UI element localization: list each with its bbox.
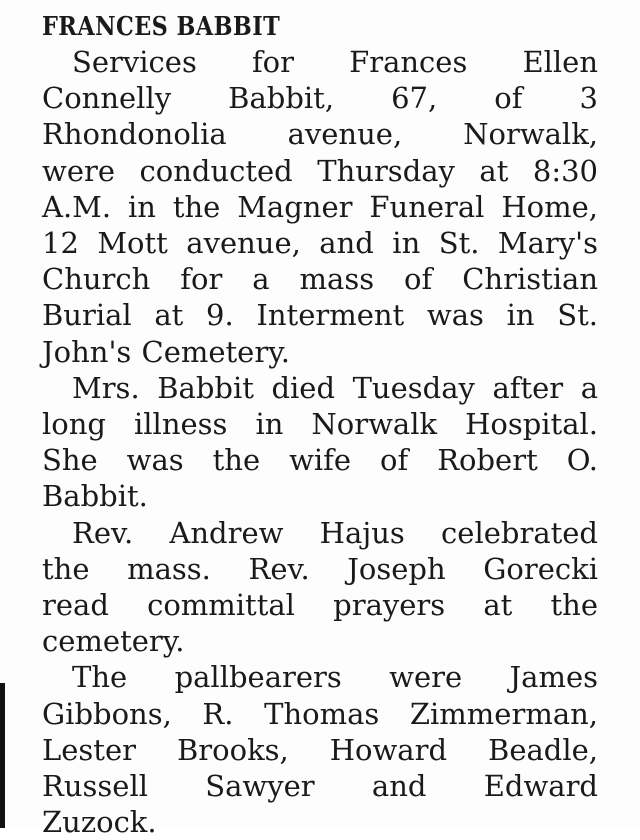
text-line: John's Cemetery. — [42, 334, 290, 369]
paragraph-services — [42, 44, 598, 370]
text-line: Connelly Babbit, 67, of 3 — [42, 81, 598, 116]
text-line: Burial at 9. Interment was in St. — [42, 298, 598, 333]
text-line: long illness in Norwalk Hospital. — [42, 407, 598, 442]
text-line: Services for Frances Ellen — [72, 45, 598, 79]
text-line: were conducted Thursday at 8:30 — [42, 153, 598, 188]
obituary-article — [42, 10, 598, 840]
text-line: Church for a mass of Christian — [42, 262, 598, 297]
text-line: A.M. in the Magner Funeral Home, — [42, 189, 598, 224]
text-line: She was the wife of Robert O. — [42, 443, 598, 478]
paragraph-mass — [42, 515, 598, 660]
text-line: 12 Mott avenue, and in St. Mary's — [42, 226, 598, 261]
column-rule — [0, 683, 5, 828]
text-line: Mrs. Babbit died Tuesday after a — [72, 370, 598, 405]
text-line: the mass. Rev. Joseph Gorecki — [42, 551, 598, 586]
paragraph-pallbearers — [42, 659, 598, 840]
text-line: read committal prayers at the — [42, 588, 598, 623]
text-line: cemetery. — [42, 624, 185, 659]
text-line: Zuzock. — [42, 805, 157, 840]
text-line: The pallbearers were James — [72, 660, 598, 695]
text-line: Babbit. — [42, 479, 148, 514]
text-line: Russell Sawyer and Edward — [42, 769, 598, 804]
text-line: Rhondonolia avenue, Norwalk, — [42, 117, 598, 152]
paragraph-death — [42, 370, 598, 515]
headline: FRANCES BABBIT — [42, 12, 281, 42]
text-line: Lester Brooks, Howard Beadle, — [42, 732, 598, 767]
text-line: Gibbons, R. Thomas Zimmerman, — [42, 696, 598, 731]
text-line: Rev. Andrew Hajus celebrated — [72, 515, 598, 550]
